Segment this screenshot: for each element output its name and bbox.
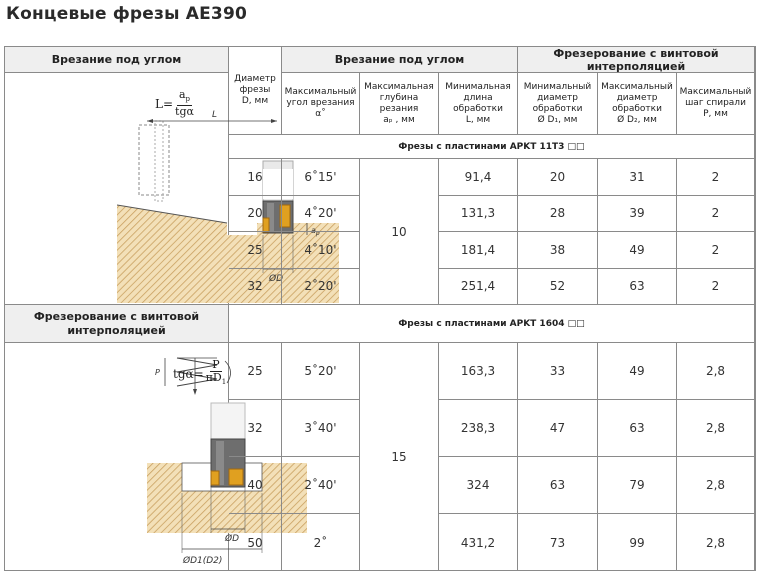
ramp-formula xyxy=(155,89,194,118)
header-text: Максимальный xyxy=(679,87,752,97)
cell-len: 131,3 xyxy=(439,196,518,233)
header-text: обработки xyxy=(532,103,583,114)
cell-d2: 99 xyxy=(598,514,677,571)
cell-len: 238,3 xyxy=(439,400,518,457)
header-diameter xyxy=(229,47,282,135)
cell-p: 2 xyxy=(677,269,755,306)
cell-len: 91,4 xyxy=(439,159,518,196)
cell-d2: 49 xyxy=(598,343,677,400)
header-max-diameter xyxy=(598,73,677,135)
header-text: P, мм xyxy=(703,109,728,119)
header-text: Максимальный xyxy=(284,87,357,97)
helix-illustration xyxy=(5,343,239,571)
cell-d1: 33 xyxy=(518,343,598,400)
dim-length: L xyxy=(211,110,217,120)
header-text: угол врезания xyxy=(286,98,355,108)
cell-p: 2,8 xyxy=(677,400,755,457)
cell-d: 25 xyxy=(229,343,282,400)
cell-d2: 49 xyxy=(598,232,677,269)
header-text: фрезы xyxy=(239,85,271,95)
header-text: D, мм xyxy=(241,96,269,106)
group1-label: Фрезы с пластинами APKT 11T3 □□ xyxy=(229,135,755,159)
cell-d1: 20 xyxy=(518,159,598,196)
header-text: длина xyxy=(463,92,493,103)
header-text: Минимальный xyxy=(523,81,592,92)
dim-tool-diameter: ØD xyxy=(224,534,239,544)
cell-d2: 39 xyxy=(598,196,677,233)
helix-label-line-2: интерполяцией xyxy=(67,323,166,337)
header-max-depth xyxy=(360,73,439,135)
helix-formula-lhs: tgα= xyxy=(173,366,204,381)
cell-d2: 63 xyxy=(598,269,677,306)
header-text: Максимальная xyxy=(364,81,434,92)
cell-p: 2 xyxy=(677,196,755,233)
header-text: шаг спирали xyxy=(685,98,746,108)
cell-p: 2 xyxy=(677,232,755,269)
cell-len: 181,4 xyxy=(439,232,518,269)
cell-d1: 73 xyxy=(518,514,598,571)
cell-angle: 3˚40' xyxy=(282,400,360,457)
cell-len: 251,4 xyxy=(439,269,518,306)
header-text: диаметр xyxy=(616,92,658,103)
header-text: диаметр xyxy=(537,92,578,103)
cell-len: 163,3 xyxy=(439,343,518,400)
cell-d1: 52 xyxy=(518,269,598,306)
cell-depth: 10 xyxy=(360,159,439,305)
cell-d: 32 xyxy=(229,400,282,457)
cell-len: 431,2 xyxy=(439,514,518,571)
formula-den: tgα xyxy=(175,105,194,119)
cell-d: 16 xyxy=(229,159,282,196)
header-min-length xyxy=(439,73,518,135)
cell-d1: 28 xyxy=(518,196,598,233)
cell-angle: 4˚10' xyxy=(282,232,360,269)
cell-d: 25 xyxy=(229,232,282,269)
ramp-label: Врезание под углом xyxy=(5,47,229,73)
group2-label: Фрезы с пластинами APKT 1604 □□ xyxy=(229,305,755,343)
cell-angle: 2˚40' xyxy=(282,457,360,514)
header-group-helix: Фрезерование с винтовой интерполяцией xyxy=(518,47,755,73)
helix-formula-den-sub: 1 xyxy=(221,378,227,387)
header-text: обработки xyxy=(612,103,662,114)
page-title: Концевые фрезы AE390 xyxy=(6,4,248,24)
cell-d1: 63 xyxy=(518,457,598,514)
formula-num-sub: p xyxy=(185,95,190,104)
header-text: L, мм xyxy=(465,114,491,125)
header-group-ramp: Врезание под углом xyxy=(282,47,518,73)
cell-angle: 6˚15' xyxy=(282,159,360,196)
cell-d: 32 xyxy=(229,269,282,306)
dim-pitch: P xyxy=(154,368,160,377)
cell-p: 2,8 xyxy=(677,457,755,514)
cell-p: 2 xyxy=(677,159,755,196)
header-text: aₚ , мм xyxy=(383,114,415,125)
header-text: Максимальный xyxy=(601,81,673,92)
cell-d: 40 xyxy=(229,457,282,514)
header-text: Диаметр xyxy=(234,74,276,84)
cell-angle: 2˚20' xyxy=(282,269,360,306)
helix-label-line-1: Фрезерование с винтовой xyxy=(33,309,200,323)
cell-len: 324 xyxy=(439,457,518,514)
header-max-pitch xyxy=(677,73,755,135)
dim-depth: $a_p$ xyxy=(310,226,320,237)
helix-formula-num: P xyxy=(212,358,220,371)
header-text: Минимальная xyxy=(445,81,511,92)
cell-d2: 79 xyxy=(598,457,677,514)
cell-angle: 2˚ xyxy=(282,514,360,571)
helix-label xyxy=(5,305,229,343)
cell-d1: 38 xyxy=(518,232,598,269)
cell-d1: 47 xyxy=(518,400,598,457)
header-text: резания xyxy=(379,103,419,114)
cell-angle: 4˚20' xyxy=(282,196,360,233)
formula-num: a xyxy=(178,88,186,101)
header-text: Ø D₂, мм xyxy=(617,114,657,125)
cell-p: 2,8 xyxy=(677,514,755,571)
cell-angle: 5˚20' xyxy=(282,343,360,400)
dim-machining-diameter: ØD1(D2) xyxy=(182,556,222,566)
helix-formula xyxy=(173,359,226,388)
header-text: обработки xyxy=(453,103,503,114)
header-min-diameter xyxy=(518,73,598,135)
header-max-angle xyxy=(282,73,360,135)
dim-diameter: ØD xyxy=(268,274,283,284)
cell-d: 50 xyxy=(229,514,282,571)
cell-depth: 15 xyxy=(360,343,439,571)
header-text: α˚ xyxy=(315,109,326,119)
spec-table xyxy=(4,46,756,571)
cell-p: 2,8 xyxy=(677,343,755,400)
header-text: глубина xyxy=(379,92,419,103)
cell-d: 20 xyxy=(229,196,282,233)
header-text: Ø D₁, мм xyxy=(537,114,578,125)
cell-d2: 31 xyxy=(598,159,677,196)
formula-lhs: L= xyxy=(155,96,174,111)
cell-d2: 63 xyxy=(598,400,677,457)
helix-formula-den: πD xyxy=(205,371,222,384)
